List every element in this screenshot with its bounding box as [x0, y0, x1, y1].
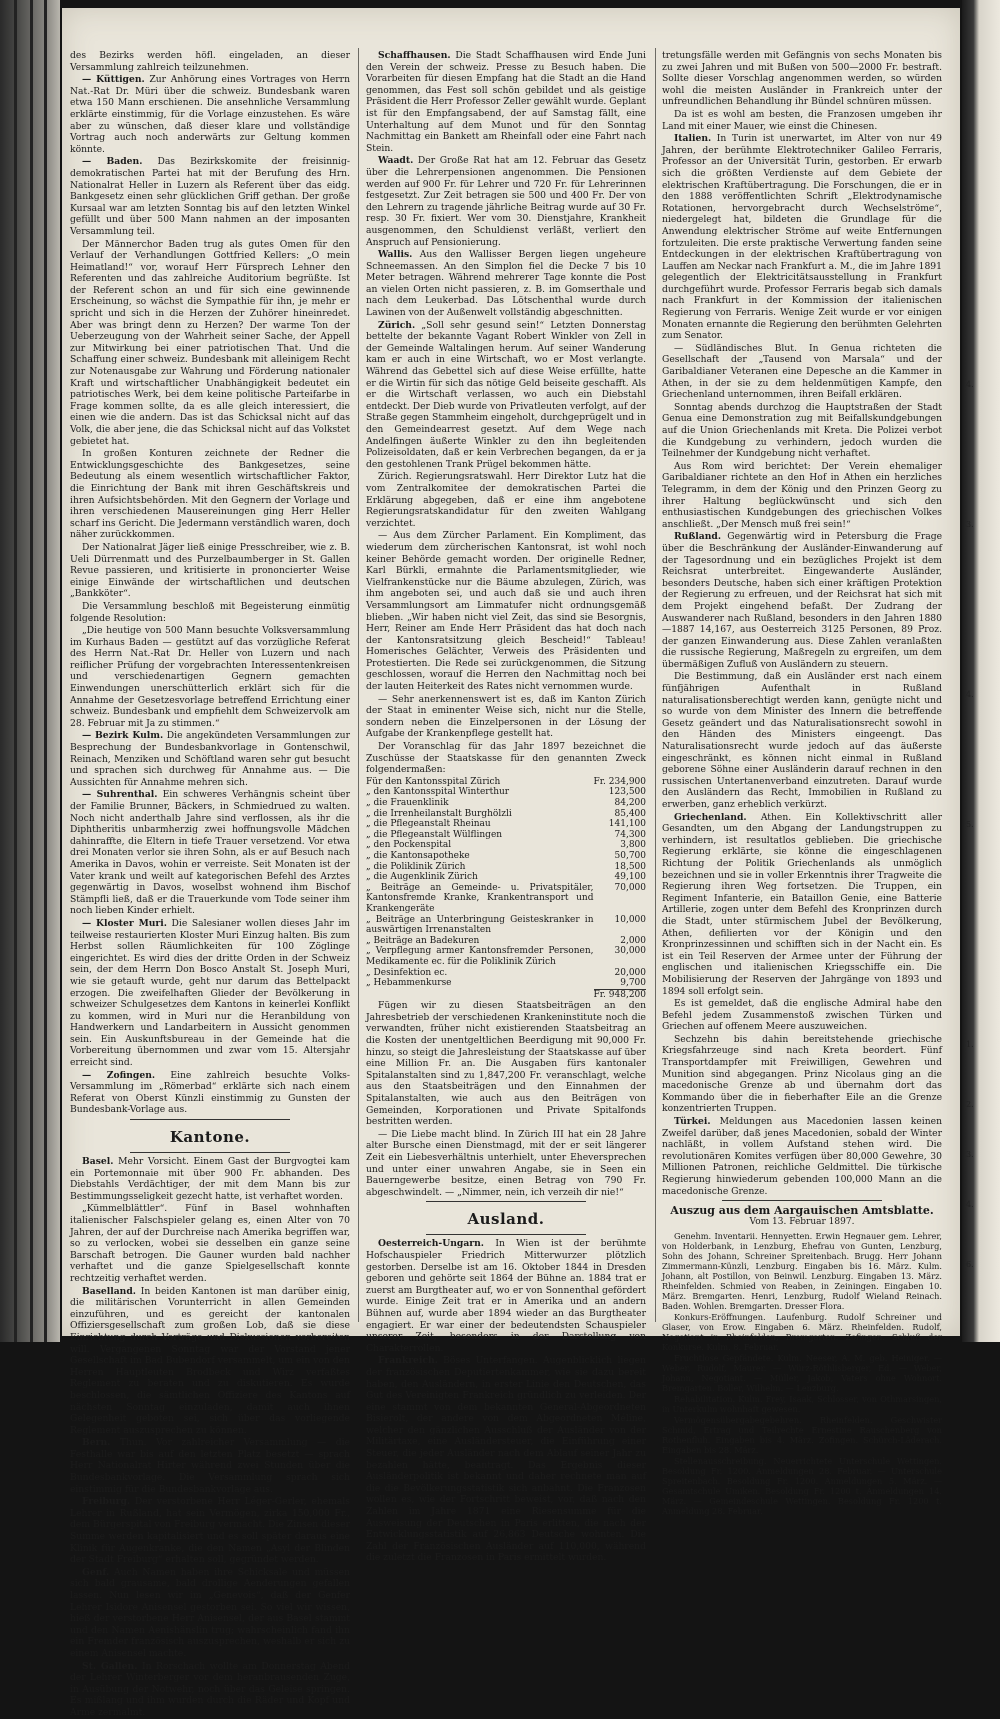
margin-number: 3.: [966, 520, 974, 529]
article-text: Fügen wir zu diesen Staatsbeiträgen an den Jahresbetrieb der verschiedenen Krankeninstitute noch die verwandten, früher nicht existierenden Staatsbeitrag an die Kosten der unentgeltlichen Beerdigung mit 90,000 Fr. hinzu, so steigt die Jahresleistung der Staatskasse auf über eine Million Fr. an. Die Ausgaben fürs kantonaler Spitalanstalten sind zu 1,847,200 Fr. veranschlagt, welche aus den Staatsbeiträgen und den Einnahmen der Spitalanstalten, wie auch aus den Beiträgen von Gemeinden, Korporationen und Private Spitalfonds bestritten werden.: [366, 1000, 646, 1128]
article-text: Eine zahlreich besuchte Volks-Versammlung im „Römerbad“ erklärte sich nach einem Referat von Oberst Künzli einstimmig zu Gunsten der Bundesbank-Vorlage aus.: [70, 1069, 350, 1116]
article-text: Die angekündeten Versammlungen zur Besprechung der Bundesbankvorlage in Gontenschwil, Reinach, Menziken und Schöftland waren sehr gut besucht und sprachen sich durchweg für Annahme aus. — Die Aussichten für Annahme mehren sich.: [70, 730, 350, 788]
budget-amount: 84,200: [614, 798, 646, 808]
column-rule: [655, 48, 656, 1322]
article: [70, 156, 350, 237]
budget-amount: 2,000: [620, 935, 646, 946]
article-text: Sechzehn bis dahin bereitstehende griechische Kriegsfahrzeuge sind nach Kreta beordert. Fünf Transportdampfer mit Freiwilligen, Gewehren und Munition sind abgegangen. Prinz Nicolaus ging an die macedonische Grenze ab und übernahm dort das Kommando über die in fieberhafter Eile an die Grenze konzentrierten Truppen.: [662, 1033, 942, 1115]
article: [70, 1567, 350, 1660]
article-text: Der Nationalrat Jäger ließ einige Presschreiber, wie z. B. Ueli Dürrenmatt und des Purzelbaumberger in St. Gallen Revue passieren, und kritisierte in prononcierter Weise einige Einwände der wirtschaftlichen und deutschen „Bankköter“.: [70, 541, 350, 600]
article-place: Zürich.: [378, 319, 416, 331]
budget-item: „ die Kantonsapotheke: [366, 850, 470, 861]
article: [366, 320, 646, 471]
article-text: In großen Konturen zeichnete der Redner die Entwicklungsgeschichte des Bankgesetzes, seine Bedeutung als einem wesentlich wirtschaftlicher Faktor, die Einrichtung der Bank mit ihren Geschäftskreis und ihren Aufsichtsbehörden. Mit den Gegnern der Vorlage und ihren verschiedenen Mausereinungen ging Herr Heller scharf ins Gericht. Die Jedermann verständlich waren, doch näher zurückkommen.: [70, 448, 350, 541]
article: [70, 74, 350, 155]
budget-row: [366, 968, 646, 979]
article-text: Auch Namen haben ihre Schicksale und müssen sich bald grausame, bald drollige Aenderungen gefallen lassen. Nun lesen wir im „Genevois“, daß der Genfer Lehrer Isidore Anisensel gestorben sei. So viel wir wissen, hieß der verstorbene Herr Anisensel, der aus Basel stammt und den Namen Aenishänslin trug; wahrscheinlich fand ihn ein Fremder französisch auszusprechen, weshalb er sich zu einem Anisensel machte.: [70, 1566, 350, 1659]
article-place: Frankreich.: [378, 1355, 438, 1367]
article-text: — Südländisches Blut. In Genua richteten die Gesellschaft der „Tausend von Marsala“ und der Garibaldianer Veteranen eine Depesche an die Kammer in Athen, in der sie zu dem heldenmütigen Kampfe, den Griechenland unternommen, ihren Beifall erklären.: [662, 342, 942, 401]
notice-text: Rehabilitation. Kulm. Frey, Isaak, Schlosser, von Othmarsingen, in Unterkulm wohnhaft gewesen.: [662, 1394, 942, 1415]
article-place: Italien.: [674, 133, 712, 145]
budget-row: [366, 798, 646, 809]
article: [70, 1437, 350, 1495]
article: [70, 1070, 350, 1116]
newspaper-page: [62, 8, 960, 1718]
budget-amount: 49,100: [614, 872, 646, 883]
article-place: Schaffhausen.: [378, 50, 451, 61]
article-text: In beiden Kantonen ist man darüber einig, die militärischen Vorunterricht in allen Gemeinden einzuführen, und es gereicht der kantonalen Offiziersgesellschaft zum großen Lob, daß sie diese Einrichtung durch Vorträge und Diskussionen vorbereiten will. Vergangenen Sonntag war der Vorstand jener Gesellschaft im Bad Bubendorf versammelt, um ein von den Herren Hauptleuten Brodbeck und Wirz verfaßtes Reglement zu beraten und zu diskutieren. Es wurde beschlossen, die sämtlichen Offiziere des Kantons auf nächsten Sonntag einzuladen, damit auch ihnen Gelegenheit geboten sei, sich über das vorliegende Reglement auszusprechen zu können.: [70, 1285, 350, 1436]
article-text: „Die heutige von 500 Mann besuchte Volksversammlung im Kurhaus Baden — gestützt auf das vorzügliche Referat des Herrn Nat.-Rat Dr. Heller von Luzern und nach reiflicher Prüfung der vorgebrachten Interessentenkreisen und verschiedenartigen Gegnern gemachten Einwendungen unerschütterlich erklärt sich für die Annahme der Gesetzesvorlage betreffend Errichtung einer schweiz. Bundesbank und empfiehlt dem Schweizervolk am 28. Februar mit Ja zu stimmen.“: [70, 625, 350, 729]
article-text: Zürich. Regierungsratswahl. Herr Direktor Lutz hat die vom Zentralkomitee der demokratischen Partei die Erklärung abgegeben, daß er eine ihm angebotene Regierungsratskandidatur für den zweiten Wahlgang verzichtet.: [366, 471, 646, 529]
margin-number: 3.: [966, 1150, 974, 1159]
article-text: Gegenwärtig wird in Petersburg die Frage über die Beschränkung der Ausländer-Einwanderung auf der Tagesordnung und ein bezügliches Projekt ist dem Reichsrat unterbreitet. Eingewanderte Ausländer, besonders Deutsche, haben sich einer kräftigen Protektion der Regierung zu erfreuen, und der Reichsrat hat sich mit dem Projekt eingehend befaßt. Der Zudrang der Auswanderer nach Rußland, besonders in den Jahren 1880—1887 14,167, aus Oesterreich 3125 Personen, 89 Proz. der ganzen Einwanderung aus. Diese Zahlen veranlaßten die russische Regierung, Maßregeln zu ergreifen, um dem übermäßigen Zufluß von Ausländern zu steuern.: [662, 531, 943, 670]
article: [70, 1496, 350, 1566]
article-text: Der Männerchor Baden trug als gutes Omen für den Verlauf der Verhandlungen Gottfried Kellers: „O mein Heimatland!“ vor, worauf Herr Fürsprech Lehner den Referenten und das zahlreiche Auditorium begrüßte. Ist der Referent schon an und für sich eine gewinnende Erscheinung, so wächst die Sympathie für ihn, je mehr er spricht und sich in die Herzen der Zuhörer hineinredet. Aber was bringt denn zu Herzen? Der warme Ton der Ueberzeugung von der Wahrheit seiner Sache, der Appell zur Mitwirkung bei einer patriotischen That. Und die Schaffung einer schweiz. Bundesbank mit alleinigem Recht zur Notenausgabe zur Wahrung und Förderung nationaler Kraft und wirtschaftlicher Unabhängigkeit bedeutet ein patriotisches Werk, bei dem keine politische Parteifarbe in Frage kommen sollte, da es alle gleich interessiert, die einen wie die andern. Das ist das Schicksal nicht auf das Volk, die aber jene, die das Schicksal nicht auf das Volkstet gebietet hat.: [70, 238, 350, 447]
article-text: Sonntag abends durchzog die Hauptstraßen der Stadt Genua eine Demonstration zug mit Beifallskundgebungen auf die Union Griechenlands mit Kreta. Die Polizei verbot die Kundgebung zu verhindern, jedoch wurden die Teilnehmer der Kundgebung nicht verhaftet.: [662, 401, 942, 460]
article-text: Die Stadt Schaffhausen wird Ende Juni den Verein der schweiz. Presse zu Besuch haben. Die Vorarbeiten für diesen Empfang hat die Stadt an die Hand genommen, das Fest soll schön gebildet und als geistige Präsident die Herr Professor Zeller gewählt wurde. Geplant ist für den Empfangsabend, der auf Samstag fällt, eine Unterhaltung auf dem Munot und für den Sonntag Nachmittag ein Bankett am Rheinfall oder eine Fahrt nach Stein.: [366, 50, 646, 154]
article-place: Genf.: [82, 1566, 110, 1578]
article-place: St. Gallen.: [82, 1660, 138, 1672]
article-text: Zur Anhörung eines Vortrages von Herrn Nat.-Rat Dr. Müri über die schweiz. Bundesbank waren etwa 150 Mann erschienen. Die ansehnliche Versammlung erklärte einstimmig, für die Vorlage einzustehen. Es wäre aber zu wünschen, daß dieser klare und vollständige Vortrag auch noch anderwärts zur Geltung kommen könnte.: [70, 74, 350, 155]
article: [70, 1286, 350, 1437]
notice-text: Genehm. Inventarii. Hennyetten. Erwin Hegnauer gem. Lehrer, von Holderbank, in Lenzburg, Ehefrau von Gunten, Lenzburg, Sohn des Johann, Schreiner Spreitenbach. Brugg. Herr Johann Zimmermann-Künzli, Lenzburg. Eingaben bis 16. März. Kulm. Johann, alt Postillon, von Beinwil. Lenzburg. Eingaben 13. März. Rheinfelden. Schmied von Reaben, in Zeiningen. Eingaben 10. März. Bremgarten. Henri, Lenzburg, Rudolf Wieland Reinach. Baden. Wohlen. Bremgarten. Dresser Flora.: [662, 1231, 942, 1312]
article-text: Der Große Rat hat am 12. Februar das Gesetz über die Lehrerpensionen angenommen. Die Pensionen werden auf 900 Fr. für Lehrer und 720 Fr. für Lehrerinnen festgesetzt. Zur Zeit betragen sie 500 und 400 Fr. Der von den Lehrern zu tragende jährliche Beitrag wurde auf 30 Fr. resp. 30 Fr. fixiert. Wer vom 30. Dienstjahre, Krankheit ausgenommen, den Schuldienst verläßt, verliert den Anspruch auf Pensionierung.: [366, 155, 647, 248]
budget-amount: 3,800: [620, 840, 646, 851]
budget-item: „ die Pflegeanstalt Rheinau: [366, 819, 491, 830]
article-text: „Soll sehr gesund sein!“ Letzten Donnerstag bettelte der bekannte Vagant Robert Winkler von Zell in der Gemeinde Waltalingen herum. Auf seiner Wanderung kam er auch in eine Wirtschaft, wo er Most verlangte. Während das Gebettel sich auf diese Weise erfüllte, hatte er die Wirtin für sich das nötige Geld beiseite geschafft. Als er die Wirtschaft verlassen, wo auch ein Diebstahl entdeckt. Der Dieb wurde von Privatleuten verfolgt, auf der Straße gegen Stammheim eingeholt, durchgeprügelt und in den Gemeindearrest gesetzt. Auf dem Wege nach Andelfingen äußerte Winkler zu den ihn begleitenden Polizeisoldaten, daß er kein Verbrechen begangen, da er ja den gestohlenen Trank Prügel bekommen hätte.: [366, 319, 646, 470]
divider: [130, 1152, 290, 1153]
article-place: — Zofingen.: [82, 1069, 156, 1081]
column-2: [366, 50, 647, 1564]
budget-item: „ die Pflegeanstalt Wülflingen: [366, 829, 503, 840]
margin-number: 6.: [966, 1260, 974, 1269]
section-heading-ausland: Ausland.: [467, 1210, 545, 1229]
budget-item: „ den Kantonsspital Winterthur: [366, 787, 510, 798]
article-place: Türkei.: [674, 1116, 711, 1128]
budget-amount: 70,000: [614, 882, 646, 893]
article: [70, 1661, 350, 1719]
article-place: Rußland.: [674, 531, 722, 543]
budget-row: [366, 787, 646, 798]
budget-item: Für den Kantonsspital Zürich: [366, 776, 501, 787]
article: [70, 730, 350, 788]
budget-amount: 9,700: [620, 978, 646, 989]
budget-row: [366, 809, 646, 820]
budget-item: „ Verpflegung armer Kantonsfremder Personen, Medikamente ec. für die Poliklinik Zürich: [366, 946, 594, 967]
book-binding: [0, 0, 60, 1342]
article: [70, 1156, 350, 1202]
amtsblatt-heading: Auszug aus dem Aargauischen Amtsblatte.: [670, 1204, 934, 1218]
budget-row: [366, 830, 646, 841]
notice-text: Vermögensübergabegebehren. Rheinfelden. Geschwister Schmid, Ertrag und Teilrechte Ernestine Rauschenberg von Rothenfluh. Eingaben bis 4. März. Zofingen. Schürch-Läderach. Eingaben bis 28. März.: [662, 1415, 942, 1456]
budget-row: [366, 883, 646, 915]
article-text: Meldungen aus Macedonien lassen keinen Zweifel darüber, daß jenes Macedonien, sobald der Winter nachläßt, in vollem Aufstand stehen wird. Die revolutionären Komites verfügen über 80,000 Gewehre, 30 Millionen Patronen, reichliche Geldmittel. Die türkische Regierung hinwiederum gebenden 100,000 Mann an die macedonische Grenze.: [662, 1116, 943, 1197]
budget-item: „ die Poliklinik Zürich: [366, 861, 466, 872]
article: [662, 531, 942, 670]
budget-amount: 30,000: [614, 946, 646, 957]
budget-item: „ den Pockenspital: [366, 840, 452, 851]
article-text: „Kümmelblättler“. Fünf in Basel wohnhaften italienischer Falschspieler gelang es, einen Alter von 70 Jahren, der auf der Durchreise nach Amerika begriffen war, so zu verlocken, wobei sie desselben ein ganze seine Barschaft betrogen. Die Gauner wurden bald nachher verhaftet und die ganze Spielgesellschaft konnte rechtzeitig verhaftet werden.: [70, 1203, 350, 1284]
article-text: Der Voranschlag für das Jahr 1897 bezeichnet die Zuschüsse der Staatskasse für den genannten Zweck folgendermaßen:: [366, 741, 646, 776]
article-text: Aus Rom wird berichtet: Der Verein ehemaliger Garibaldianer richtete an den Hof in Athen ein herzliches Telegramm, in dem der König und den Prinzen Georg zu ihrer Haltung beglückwünscht und sich den enthusiastischen Kundgebungen des griechischen Volkes anschließt. „Der Mensch muß frei sein!“: [662, 460, 942, 530]
article: [366, 1238, 646, 1354]
article-place: Waadt.: [378, 155, 414, 167]
article-place: Baselland.: [82, 1285, 136, 1297]
budget-item: „ die Augenklinik Zürich: [366, 872, 478, 883]
article-place: — Baden.: [82, 156, 143, 168]
column-1: [70, 50, 351, 1718]
article-text: Die Versammlung beschloß mit Begeisterung einmütig folgende Resolution:: [70, 600, 350, 624]
margin-number: 4.: [966, 1200, 974, 1209]
budget-amount: 74,300: [614, 829, 646, 840]
notice-text: Konkurs-Eröffnungen. Laufenburg. Rudolf Schreiner und Glaser, von Erow. Eingaben 6. März. Rheinfelden. Rudolf, Negotiant in Rheinfelden, Bremgarten. Zofingen. Schluß der Konkurse. Kulm. 8. Februar.: [662, 1312, 942, 1353]
article-text: des Bezirks werden höfl. eingeladen, an dieser Versammlung zahlreich teilzunehmen.: [70, 50, 350, 73]
article-text: Athen. Ein Kollektivschritt aller Gesandten, um den Abgang der Landungstruppen zu verhindern, ist resultatlos geblieben. Die griechische Regierung erklärte, sie könne die eingeschlagenen Richtung der Politik Griechenlands als unmöglich bezeichnen und sie in voller Erkenntnis ihrer Tragweite die Regierung ihren Weg fortsetzen. Die Truppen, ein Regiment Infanterie, ein Bataillon Genie, eine Batterie Artillerie, zogen unter dem Befehl des Kronprinzen durch die Stadt, unter stürmischem Jubel der Bevölkerung, Athen, defilierten vor der Königin und den Kronprinzessinnen und schifften sich in der Nacht ein. Es ist ein Teil Reserven der Armee unter der Führung der englischen und italienischen Kriegsschiffe ein. Die Mobilisierung der Reserven der Jahrgänge von 1893 und 1894 soll erfolgt sein.: [662, 811, 942, 997]
article-text: Die Salesianer wollen dieses Jahr im teilweise restaurierten Kloster Muri Einzug halten. Bis zum Herbst sollen Räumlichkeiten für 100 Zöglinge eingerichtet. Es wird dies der dritte Orden in der Schweiz sein, der dem Herrn Don Bosco Anstalt St. Joseph Muri, wie sie getauft wurde, geht nur darum das Bettelpackt erzogen. Die zweifelhaften Glieder der Bevölkerung in schweizer Schulgesetzes dem Kantons in keinerlei Konflikt zu kommen, wird in Muri nur die Heranbildung von Handwerkern und Landarbeitern in Aussicht genommen sein. Ein Auskunftsbureau in der Gemeinde hat die Vorbereitung übernommen und zwar vom 15. Altersjahr erreicht sind.: [70, 917, 351, 1069]
budget-row: [366, 946, 646, 967]
article-text: Da ist es wohl am besten, die Franzosen umgeben ihr Land mit einer Mauer, wie einst die Chinesen.: [662, 108, 942, 132]
article: [70, 918, 350, 1069]
article-text: Böses Unterfangen. Augenblicklich liegen der französischen Deputiertenkammer, wie sie dazu bereit haben, den Ausländern, in erster Linie den Deutschen, das Gut des Vereinigten Frankreich gründlich zu verleiden. Der eine stammt von dem bekannten General-Abgeordneten Bisierolt, der andere von dem Abgeordneten Méline, welcher den gänzlichen Ausschluß der Ausländer von der Militärtaxe, eine Ausländersteuer, die Einführung einer Steuer, die jeder Ausländer nach dem Ablauf seiner Jahr zu bezahlen hätte, beantragt. Das Ergebnis dieser Ausländerpolitik ist bekannt und daher rechnete man auf die die Bevölkerungsstatistik sich anbahnt. Die Franzosen wollen es, wie der Fortschritt beweist, vor, daß nach den Zahlen im Jahre 1871 eine Riesensumme für die Ausweisung der Deutschen in Paris erlitten, die nach der Entwicklungsstatistik auf 26,863 Deutsche wohnten. Die Zahl der Französischen Ausländer auf 110,000, während die zuletzt die Franzosen in Paris ermittelt wurden.: [366, 1355, 646, 1564]
budget-amount: 50,700: [614, 850, 646, 861]
article-place: Griechenland.: [674, 811, 747, 823]
budget-table: [366, 777, 646, 1000]
article: [366, 1355, 646, 1564]
article-text: In Wien ist der berühmte Hofschauspieler Friedrich Mitterwurzer plötzlich gestorben. Derselbe ist am 16. Oktober 1844 in Dresden geboren und gehörte seit 1864 der Bühne an. 1884 trat er zuerst am Burgtheater auf, wo er von Sonnenthal gefördert wurde. Einige Zeit trat er in Amerika und an andern Bühnen auf, wurde aber 1894 wieder an das Burgtheater engagiert. Er war einer der bedeutendsten Schauspieler unserer Zeit, besonders in der Darstellung von Charakterrollen.: [366, 1238, 647, 1354]
article-place: — Küttigen.: [82, 74, 145, 86]
article-text: Ein schweres Verhängnis scheint über der Familie Brunner, Bäckers, in Schmiedrued zu walten. Noch nicht anderthalb Jahre sind verflossen, als ihr die Diphtheritis unbarmherzig zwei hoffnungsvolle Mädchen dahinraffte, die Eltern in tiefe Trauer versetzend. Vor etwa drei Monaten verlor sie ihren Sohn, als er auf Besuch nach Amerika in Davos, wohin er verreiste. Seit Monaten ist der Vater krank und weilt auf kategorischen Befehl des Arztes gegenwärtig in Davos, woselbst wohnend ihm Bischof Stämpfli ließ, daß er die Trauerkunde vom Tode seiner ihm noch lieben Kinder erhielt.: [70, 789, 350, 917]
article-place: — Suhrenthal.: [82, 789, 158, 801]
article-place: Basel.: [82, 1156, 114, 1168]
article-text: In Rorschach wollte am Donnerstag Abend der Lehrer Winterberger vor dem heranbrausenden Zuge, in Ausübung der Notwehr, noch über das Geleise springen. Es mißlang und ihm wurden durch die Räder und Kopf und Arme zermalmt.: [70, 1660, 351, 1718]
budget-item: „ Hebammenkurse: [366, 978, 452, 989]
article: [366, 50, 646, 154]
notice-text: Stellenausschreibung. Neuerrichtete Unterschule Wettingen. Besoldung Fr. 1200. Anmeldungen 28. Februar. — Unterschule Spreitenbach. Besoldung Fr. 1200. Anmeldungen 5. März. — Gesamtschule Umiken. Besoldung Fr. 1200 t. Anmeldungen 14. März. — Gemeindeschule Wettingen. Besoldung Fr. 1200 t. Anmeldung 28. Februar.: [662, 1456, 942, 1517]
article-text: Es ist gemeldet, daß die englische Admiral habe den Befehl jedem Zusammenstoß zwischen Türken und Griechen auf offenem Meere auszuweichen.: [662, 998, 942, 1033]
article-text: — Sehr anerkennenswert ist es, daß im Kanton Zürich der Staat in eminenter Weise sich, nicht nur die Stelle, sondern neben die Einzelpersonen in der Lösung der Aufgabe der Krankenpflege gestellt hat.: [366, 693, 646, 740]
budget-item: „ die Irrenheilanstalt Burghölzli: [366, 808, 512, 819]
amtsblatt-date: Vom 13. Februar 1897.: [749, 1216, 855, 1227]
budget-row: [366, 840, 646, 851]
column-rule: [358, 48, 359, 1322]
budget-item: „ Beiträge an Gemeinde- u. Privatspitäler, Kantonsfremde Kranke, Krankentransport und Krankengeräte: [366, 882, 594, 914]
budget-row: [366, 978, 646, 989]
budget-row: [366, 851, 646, 862]
budget-amount: 85,400: [614, 808, 646, 819]
budget-row: [366, 862, 646, 873]
budget-item: „ Desinfektion ec.: [366, 967, 448, 978]
budget-total: Fr. 948,200: [593, 989, 646, 1000]
notice-text: Fruchtlose Gepfändete. Kulm. Neeser, A. M. geb. Heiniger. — Weber, Rudolf, Maurer. — Würz-Röthlisberger, Ed. — Weber, Johann, Negotiant. — Müller, Jakob, Vaters ohne Wohnort. Bremgarten. Boller, Wilhelm. — Lenzburg.: [662, 1353, 942, 1394]
budget-total-row: [366, 989, 646, 1000]
article-text: Thun. Vor zahlreicher Versammlung — die Festhalle war bis auf den letzten Platz besetzt — sprach Herr Nationalrat Hirter während zwei Stunden über die Bundesbankvorlage. Die Versammlung sprach sich einstimmig für die Bundesbankvorlage aus.: [70, 1437, 350, 1495]
budget-item: „ Beiträge an Unterbringung Geisteskranker in auswärtigen Irrenanstalten: [366, 914, 594, 936]
budget-row: [366, 819, 646, 830]
budget-item: „ Beiträge an Badekuren: [366, 935, 480, 946]
divider: [426, 1201, 586, 1202]
article-place: Bern.: [82, 1437, 111, 1449]
article: [662, 133, 942, 342]
column-3: [662, 50, 943, 1517]
article-place: Wallis.: [378, 249, 413, 261]
article-text: Das Bezirkskomite der freisinnig-demokratischen Partei hat mit der Berufung des Hrn. Nationalrat Heller in Luzern als Referent über das eidg. Bankgesetz einen sehr glücklichen Griff gethan. Der große Kursaal war am letzten Sonntag bis auf den letzten Winkel gefüllt und über 500 Mann nahmen an der imposanten Versammlung teil.: [70, 156, 350, 237]
divider: [426, 1234, 586, 1235]
article: [366, 155, 646, 248]
article-place: Oesterreich-Ungarn.: [378, 1238, 485, 1250]
budget-row: [366, 915, 646, 936]
margin-number: 5.: [966, 820, 974, 829]
margin-number: 2.: [966, 1100, 974, 1109]
budget-amount: 20,000: [614, 967, 646, 978]
budget-row: [366, 936, 646, 947]
article-place: — Bezirk Kulm.: [82, 730, 164, 742]
article-text: In Turin ist unerwartet, im Alter von nur 49 Jahren, der berühmte Elektrotechniker Galileo Ferraris, Professor an der Universität Turin, gestorben. Er erwarb sich die größten Verdienste auf dem Gebiete der elektrischen Kraftübertragung. Die Forschungen, die er in den 1888 veröffentlichten Schrift „Elektrodynamische Rotationen, hervorgebracht durch Wechselströme“, niedergelegt hat, bildeten die Grundlage für die Anwendung elektrischer Ströme auf weite Entfernungen fortzuleiten. Die erste praktische Verwertung fanden seine Entdeckungen in der elektrischen Kraftübertragung von Lauffen am Neckar nach Frankfurt a. M., die im Jahre 1891 gelegentlich der Elektricitätsausstellung in Frankfurt durchgeführt wurde. Professor Ferraris begab sich damals nach Frankfurt in der Kommission der italienischen Regierung von Ferraris. Wenige Zeit wurde er vor einigen Monaten ernannte die Regierung den berühmten Gelehrten zum Senator.: [662, 133, 942, 342]
budget-row: [366, 777, 646, 788]
article-place: Freiburg.: [82, 1496, 131, 1508]
article: [70, 789, 350, 917]
article: [366, 249, 646, 319]
article: [662, 1116, 942, 1197]
article-text: — Aus dem Zürcher Parlament. Ein Kompliment, das wiederum dem zürcherischen Kantonsrat, ist wohl noch keiner Behörde gemacht worden. Der originelle Redner, Karl Bürkli, ermahnte die Parlamentsmitglieder, wie Vielfrankenstücke nur die Bäume abzulegen, Zürich, was ihm angeboten sei, und auch daß sie und auch ihren Versammlungsort am Limmatufer nicht ordnungsgemäß blieben. „Wir haben nicht viel Zeit, das sind sie Besorgnis, Herr, Reiner am Ende Herr Präsident das hat doch nach der Kantonsratsitzung gleich Bescheid!“ Tableau! Homerisches Gelächter, Verweis des Präsidenten und Protestierten. Die Rede sei zurückgenommen, die Sitzung geschlossen, worauf die Herren den Nachmittag noch bei der lauten Heiterkeit des Rates nicht vernommen wurde.: [366, 530, 646, 693]
budget-amount: 18,500: [614, 861, 646, 872]
budget-item: „ die Frauenklinik: [366, 798, 449, 808]
adjacent-page-edge: [962, 0, 1000, 1342]
budget-amount: 10,000: [614, 914, 646, 925]
margin-number: 4.: [966, 380, 974, 389]
article-text: — Die Liebe macht blind. In Zürich III hat ein 28 Jahre alter Bursche einen Dienstmagd, mit der er seit längerer Zeit ein Liebesverhältnis unterhielt, unter Eheversprechen und unter einer unwahren Angabe, sie in Seen ein Bauerngewerbe besitze, einen Betrag von 790 Fr. abgeschwindelt. — „Nimmer, nein, ich verzeih dir nie!“: [366, 1128, 646, 1198]
article-text: tretungsfälle werden mit Gefängnis von sechs Monaten bis zu zwei Jahren und mit Bußen von 500—2000 Fr. bestraft. Sollte dieser Vorschlag angenommen werden, so würden wohl die meisten Ausländer in Frankreich unter der unfreundlichen Behandlung ihr Bündel schnüren müssen.: [662, 50, 942, 108]
budget-amount: 123,500: [608, 787, 646, 798]
article-text: Die Bestimmung, daß ein Ausländer erst nach einem fünfjährigen Aufenthalt in Rußland naturalisationsberechtigt werden kann, genügte nicht und so wurde von dem Minister des Innern die betreffende Gesetz geändert und das Naturalisationsrecht sowohl in den Händen des Ministers eingeengt. Das Naturalisationsrecht wurde jedoch auf das äußerste eingeschränkt, es können nicht einmal in Rußland geborene Söhne einer Ausländerin darauf rechnen in den russischen Untertanenverband einzutreten. Darauf wurde den Ausländern das Recht, Immobilien in Rußland zu erwerben, ganz erheblich verkürzt.: [662, 671, 942, 810]
section-heading-kantone: Kantone.: [169, 1128, 251, 1147]
article-text: Aus den Wallisser Bergen liegen ungeheure Schneemassen. An den Simplon fiel die Decke 7 bis 10 Meter betragen. Während mehrerer Tage konnte die Post an vielen Orten nicht passieren, z. B. im Gomserthale und nach dem Leukerbad. Das Lötschenthal wurde durch Lawinen von der Außenwelt vollständig abgeschnitten.: [366, 249, 647, 319]
divider: [130, 1119, 290, 1120]
article-place: — Kloster Muri.: [82, 917, 167, 929]
article-text: Der verstorbene Herr Léger-Gerler, ehemals Lehrer in Rußland, hat sein Vermögen, zirka 150,000 Fr., dem Bürgerspital von Freiburg vermacht. Die Zinsen dieser Summe werden kapitalisiert und es soll später daraus eine Klinik für Augenkranke, die den Namen „Asyl der Blinden der Stadt Freiburg“ erhalten soll, gegründet werden.: [70, 1496, 351, 1566]
article: [662, 812, 942, 998]
budget-amount: Fr. 234,900: [593, 776, 646, 787]
budget-amount: 141,100: [608, 819, 646, 830]
margin-number: 4.: [966, 690, 974, 699]
margin-number: 1.: [966, 1040, 974, 1049]
budget-row: [366, 872, 646, 883]
divider: [722, 1200, 882, 1201]
article-text: Mehr Vorsicht. Einem Gast der Burgvogtei kam ein Portemonnaie mit über 900 Fr. abhanden. Des Diebstahls Verdächtiger, der mit dem Mann bis zur Bestimmungsseligkeit gezecht hatte, ist verhaftet worden.: [70, 1156, 351, 1202]
